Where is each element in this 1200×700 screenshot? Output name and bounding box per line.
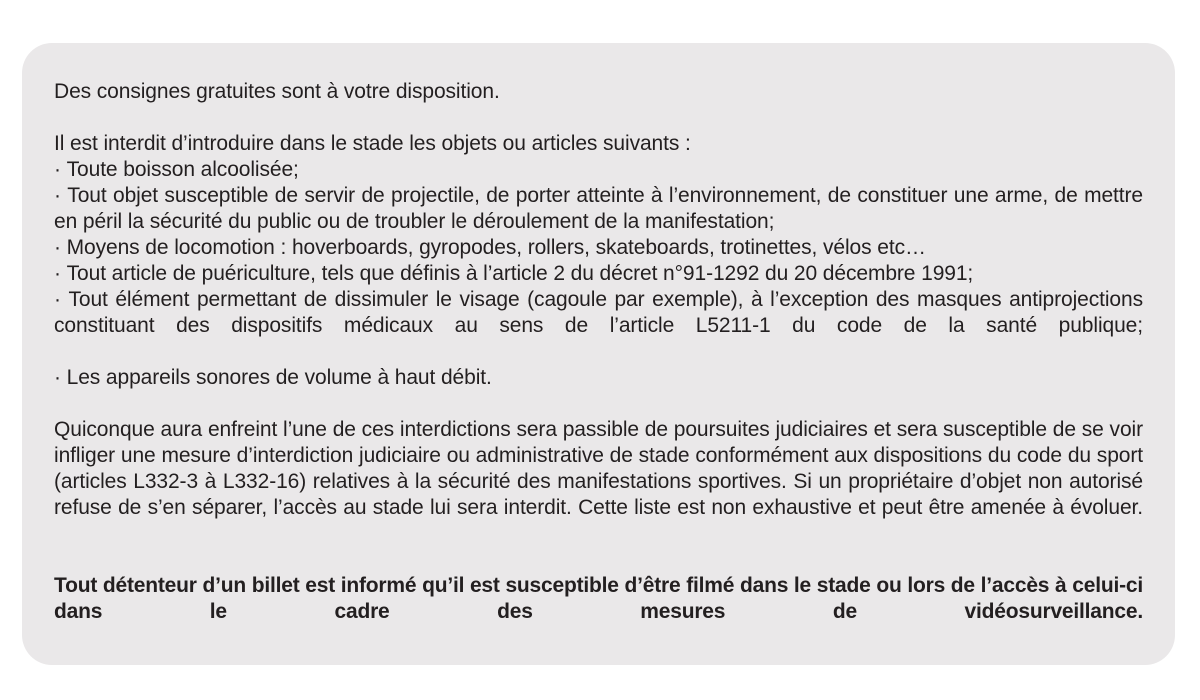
- prohibitions-block: [54, 131, 1143, 391]
- stadium-rules-panel: [22, 43, 1175, 665]
- prohibited-items-list: [54, 157, 1143, 391]
- sanctions-block: [54, 417, 1143, 547]
- video-surveillance-paragraph: Tout détenteur d’un billet est informé qu’il est susceptible d’être filmé dans le stade ou lors de l’accès à celui-ci dans le cadre des mesures de vidéosurveillance.: [54, 574, 1143, 623]
- list-item: · Les appareils sonores de volume à haut débit.: [54, 365, 1143, 391]
- intro-paragraph: Des consignes gratuites sont à votre disposition.: [54, 80, 500, 103]
- prohibition-heading: Il est interdit d’introduire dans le stade les objets ou articles suivants :: [54, 132, 691, 155]
- list-item: · Tout objet susceptible de servir de projectile, de porter atteinte à l’environnement, de constituer une arme, de mettre en péril la sécurité du public ou de troubler le déroulement de la manifestation;: [54, 183, 1143, 235]
- video-surveillance-block: [54, 573, 1143, 651]
- list-item: · Toute boisson alcoolisée;: [54, 157, 1143, 183]
- list-item: · Moyens de locomotion : hoverboards, gyropodes, rollers, skateboards, trotinettes, vélos etc…: [54, 235, 1143, 261]
- intro-block: [54, 79, 1143, 105]
- notice-body: [54, 79, 1143, 651]
- list-item: · Tout élément permettant de dissimuler le visage (cagoule par exemple), à l’exception des masques antiprojections constituant des dispositifs médicaux au sens de l’article L5211-1 du code de la santé publique;: [54, 287, 1143, 365]
- sanctions-paragraph: Quiconque aura enfreint l’une de ces interdictions sera passible de poursuites judiciaires et sera susceptible de se voir infliger une mesure d’interdiction judiciaire ou administrative de stade conformément aux dispositions du code du sport (articles L332-3 à L332-16) relatives à la sécurité des manifestations sportives. Si un propriétaire d’objet non autorisé refuse de s’en séparer, l’accès au stade lui sera interdit. Cette liste est non exhaustive et peut être amenée à évoluer.: [54, 418, 1143, 519]
- list-item: · Tout article de puériculture, tels que définis à l’article 2 du décret n°91-1292 du 20 décembre 1991;: [54, 261, 1143, 287]
